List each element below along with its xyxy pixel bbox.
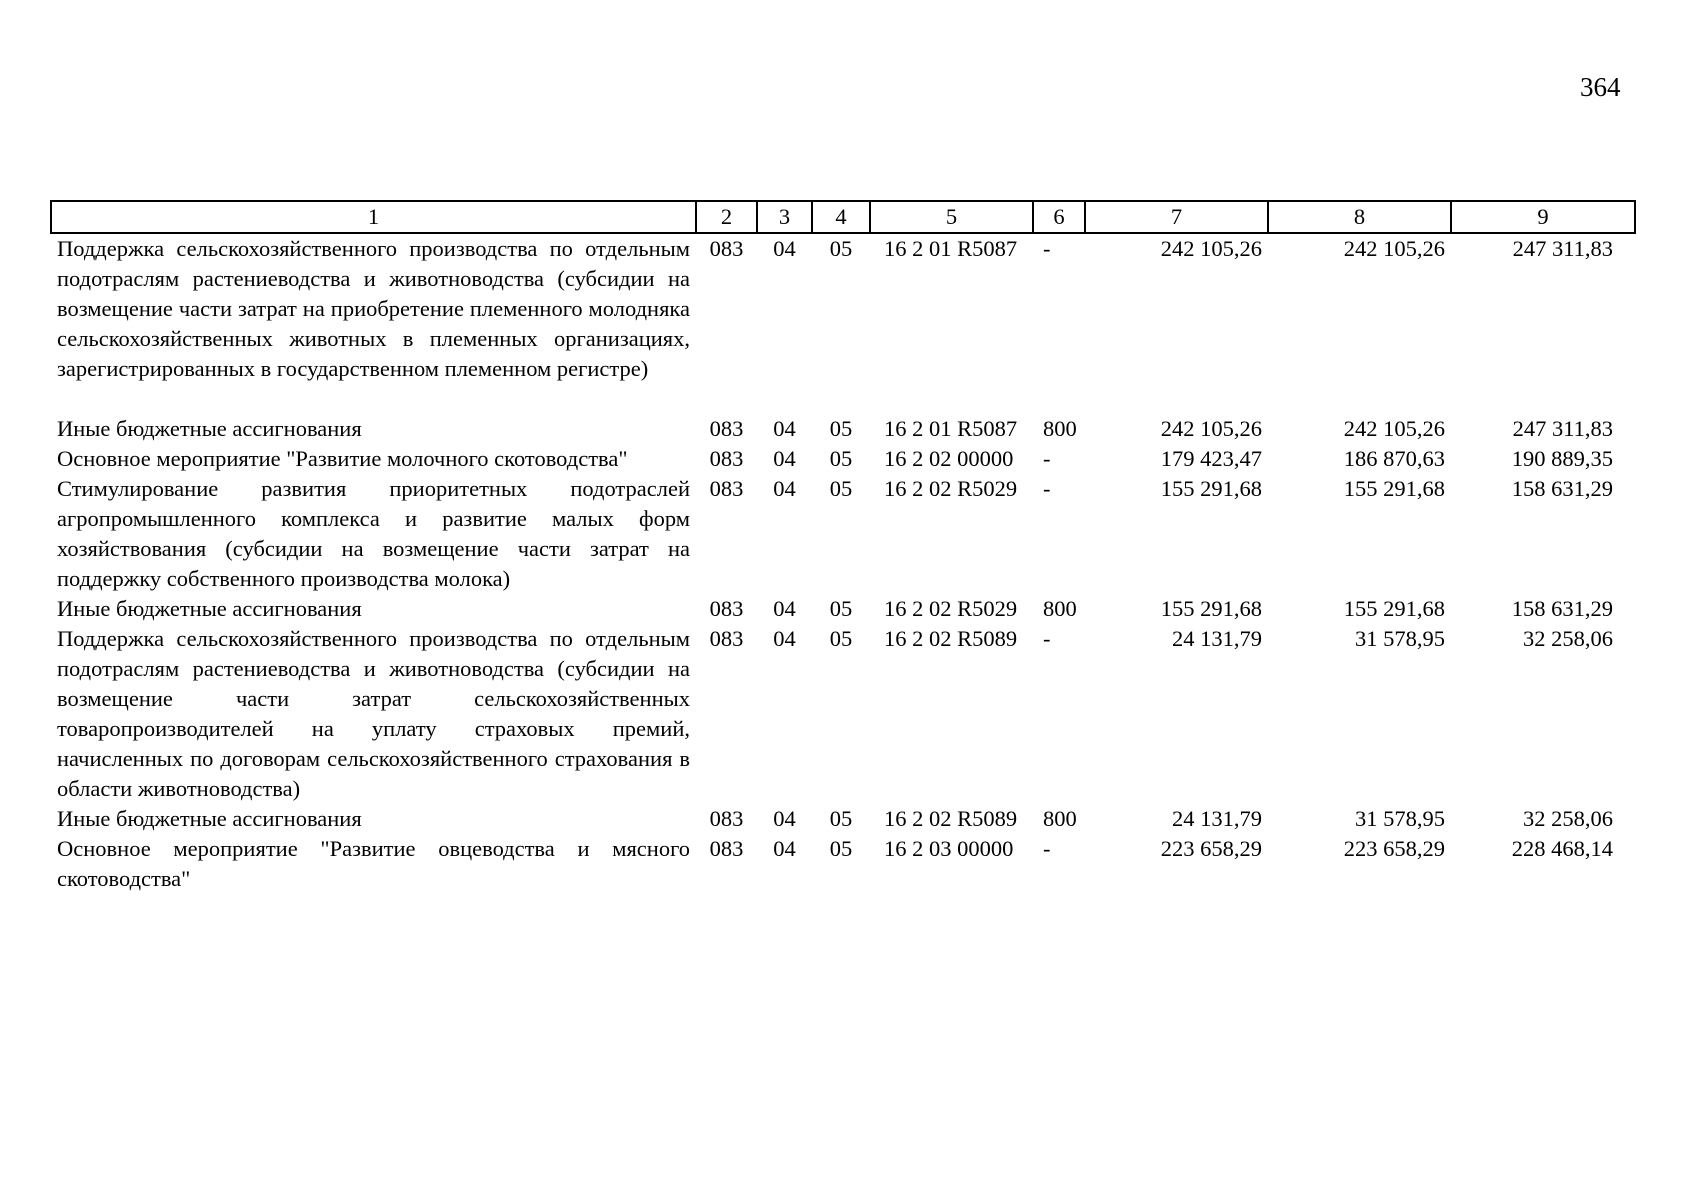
target-article-code: 16 2 01 R5087 — [884, 236, 1018, 261]
table-row — [51, 414, 1635, 444]
grbs-code: 083 — [709, 446, 744, 471]
table-row — [51, 444, 1635, 474]
table-row — [51, 834, 1635, 894]
amount-year-1: 24 131,79 — [1172, 626, 1262, 651]
amount-year-1: 179 423,47 — [1160, 446, 1262, 471]
section-code: 04 — [773, 446, 796, 471]
grbs-code: 083 — [709, 476, 744, 501]
row-name: Иные бюджетные ассигнования — [57, 416, 362, 441]
column-header: 3 — [757, 201, 812, 233]
table-row — [51, 474, 1635, 594]
grbs-code: 083 — [709, 236, 744, 261]
grbs-code: 083 — [709, 416, 744, 441]
subsection-code: 05 — [829, 446, 853, 471]
column-header: 6 — [1033, 201, 1085, 233]
target-article-code: 16 2 02 R5029 — [884, 596, 1018, 621]
column-header: 9 — [1451, 201, 1635, 233]
amount-year-3: 190 889,35 — [1511, 446, 1613, 471]
expense-type-code: 800 — [1043, 596, 1077, 621]
amount-year-2: 155 291,68 — [1343, 596, 1445, 621]
column-number-header-row — [51, 201, 1635, 233]
amount-year-3: 32 258,06 — [1523, 626, 1613, 651]
grbs-code: 083 — [709, 806, 744, 831]
target-article-code: 16 2 02 00000 — [884, 446, 1014, 471]
section-code: 04 — [773, 476, 796, 501]
table-row — [51, 624, 1635, 804]
amount-year-2: 31 578,95 — [1355, 806, 1445, 831]
grbs-code: 083 — [709, 596, 744, 621]
amount-year-3: 247 311,83 — [1512, 416, 1613, 441]
target-article-code: 16 2 02 R5029 — [884, 476, 1018, 501]
row-name: Иные бюджетные ассигнования — [57, 806, 362, 831]
amount-year-2: 242 105,26 — [1343, 236, 1445, 261]
subsection-code: 05 — [829, 596, 853, 621]
target-article-code: 16 2 01 R5087 — [884, 416, 1018, 441]
amount-year-1: 242 105,26 — [1160, 236, 1262, 261]
row-name: Основное мероприятие "Развитие овцеводства и мясного скотоводства" — [57, 836, 690, 891]
section-code: 04 — [773, 836, 796, 861]
table-row — [51, 594, 1635, 624]
subsection-code: 05 — [829, 626, 853, 651]
section-code: 04 — [773, 806, 796, 831]
budget-table — [50, 200, 1636, 894]
expense-type-code: - — [1043, 836, 1051, 861]
amount-year-3: 158 631,29 — [1511, 596, 1613, 621]
row-name: Поддержка сельскохозяйственного производства по отдельным подотраслям растениеводства и животноводства (субсидии на возмещение части затрат на приобретение племенного молодняка сельскохозяйственных животных в племенных организациях, зарегистрированных в государственном племенном регистре) — [57, 236, 690, 381]
amount-year-1: 242 105,26 — [1160, 416, 1262, 441]
section-code: 04 — [773, 416, 796, 441]
section-code: 04 — [773, 626, 796, 651]
amount-year-2: 31 578,95 — [1355, 626, 1445, 651]
table-row — [51, 804, 1635, 834]
subsection-code: 05 — [829, 236, 853, 261]
expense-type-code: - — [1043, 446, 1051, 471]
amount-year-3: 228 468,14 — [1511, 836, 1613, 861]
grbs-code: 083 — [709, 836, 744, 861]
amount-year-1: 223 658,29 — [1160, 836, 1262, 861]
expense-type-code: 800 — [1043, 806, 1077, 831]
amount-year-3: 158 631,29 — [1511, 476, 1613, 501]
target-article-code: 16 2 02 R5089 — [884, 806, 1018, 831]
amount-year-1: 24 131,79 — [1172, 806, 1262, 831]
subsection-code: 05 — [829, 476, 853, 501]
column-header: 7 — [1085, 201, 1268, 233]
expense-type-code: - — [1043, 626, 1051, 651]
subsection-code: 05 — [829, 416, 853, 441]
target-article-code: 16 2 03 00000 — [884, 836, 1014, 861]
expense-type-code: - — [1043, 476, 1051, 501]
grbs-code: 083 — [709, 626, 744, 651]
amount-year-2: 223 658,29 — [1343, 836, 1445, 861]
amount-year-2: 155 291,68 — [1343, 476, 1445, 501]
amount-year-1: 155 291,68 — [1160, 476, 1262, 501]
column-header: 1 — [51, 201, 696, 233]
table-row — [51, 233, 1635, 414]
target-article-code: 16 2 02 R5089 — [884, 626, 1018, 651]
column-header: 4 — [812, 201, 870, 233]
row-name: Иные бюджетные ассигнования — [57, 596, 362, 621]
amount-year-3: 247 311,83 — [1512, 236, 1613, 261]
amount-year-2: 186 870,63 — [1343, 446, 1445, 471]
expense-type-code: - — [1043, 236, 1051, 261]
column-header: 2 — [696, 201, 757, 233]
amount-year-2: 242 105,26 — [1343, 416, 1445, 441]
section-code: 04 — [773, 236, 796, 261]
amount-year-1: 155 291,68 — [1160, 596, 1262, 621]
section-code: 04 — [773, 596, 796, 621]
subsection-code: 05 — [829, 806, 853, 831]
expense-type-code: 800 — [1043, 416, 1077, 441]
row-name: Основное мероприятие "Развитие молочного скотоводства" — [57, 446, 628, 471]
amount-year-3: 32 258,06 — [1523, 806, 1613, 831]
page-number: 364 — [1580, 72, 1621, 102]
row-name: Стимулирование развития приоритетных подотраслей агропромышленного комплекса и развитие малых форм хозяйствования (субсидии на возмещение части затрат на поддержку собственного производства молока) — [57, 476, 690, 591]
column-header: 8 — [1268, 201, 1451, 233]
subsection-code: 05 — [829, 836, 853, 861]
row-name: Поддержка сельскохозяйственного производства по отдельным подотраслям растениеводства и животноводства (субсидии на возмещение части затрат сельскохозяйственных товаропроизводителей на уплату страховых премий, начисленных по договорам сельскохозяйственного страхования в области животноводства) — [57, 626, 690, 801]
column-header: 5 — [870, 201, 1033, 233]
